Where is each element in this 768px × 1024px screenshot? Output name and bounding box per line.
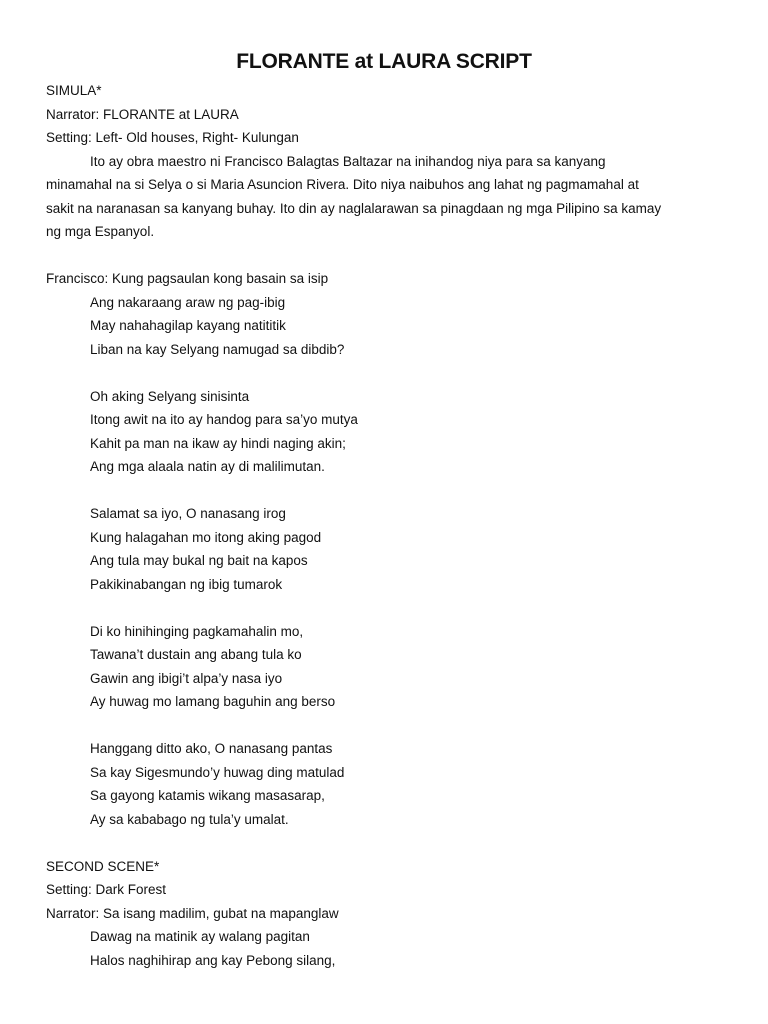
intro-paragraph-line: ng mga Espanyol. [46,224,155,239]
intro-paragraph-line: sakit na naranasan sa kanyang buhay. Ito din ay naglalarawan sa pinagdaan ng mga Pilipino sa kamay [46,200,662,216]
narrator-line: Narrator: Sa isang madilim, gubat na mapanglaw [46,905,339,921]
intro-paragraph-line: Ito ay obra maestro ni Francisco Balagtas Baltazar na inihandog niya para sa kanyang [90,153,606,169]
document-title: FLORANTE at LAURA SCRIPT [236,50,532,73]
verse-line: Sa kay Sigesmundo’y huwag ding matulad [90,764,345,780]
verse-line: Oh aking Selyang sinisinta [90,388,250,404]
verse-line: Sa gayong katamis wikang masasarap, [90,788,325,803]
section-heading-simula: SIMULA* [46,83,102,98]
verse-line: Pakikinabangan ng ibig tumarok [90,576,283,592]
verse-line: Ang nakaraang araw ng pag-ibig [90,294,286,310]
script-body [46,79,746,972]
section-heading-second-scene: SECOND SCENE* [46,858,160,874]
spacer [46,479,746,503]
verse-line: Halos naghihirap ang kay Pebong silang, [90,952,336,968]
verse-line: Kung halagahan mo itong aking pagod [90,529,322,545]
verse-line: Ang tula may bukal ng bait na kapos [90,553,308,568]
verse-line: Salamat sa iyo, O nanasang irog [90,506,286,521]
spacer [46,714,746,738]
verse-line: Ang mga alaala natin ay di malilimutan. [90,459,325,474]
setting-line: Setting: Dark Forest [46,882,167,897]
verse-line: Tawana’t dustain ang abang tula ko [90,647,302,662]
dialogue-first-line: Francisco: Kung pagsaulan kong basain sa isip [46,271,329,286]
intro-paragraph-line: minamahal na si Selya o si Maria Asuncion Rivera. Dito niya naibuhos ang lahat ng pagmamahal at [46,177,639,192]
verse-line: Hanggang ditto ako, O nanasang pantas [90,741,333,756]
verse-line: Gawin ang ibigi’t alpa’y nasa iyo [90,670,283,686]
verse-line: Itong awit na ito ay handog para sa’yo mutya [90,412,358,427]
verse-line: May nahahagilap kayang natititik [90,318,286,333]
verse-line: Liban na kay Selyang namugad sa dibdib? [90,341,345,357]
spacer [46,831,746,855]
verse-line: Ay sa kababago ng tula’y umalat. [90,811,289,827]
spacer [46,361,746,385]
verse-line: Kahit pa man na ikaw ay hindi naging akin; [90,435,346,451]
narrator-line: Narrator: FLORANTE at LAURA [46,106,239,122]
setting-line: Setting: Left- Old houses, Right- Kulungan [46,130,299,145]
verse-line: Ay huwag mo lamang baguhin ang berso [90,694,336,709]
spacer [46,244,746,268]
spacer [46,596,746,620]
verse-line: Dawag na matinik ay walang pagitan [90,929,310,944]
verse-line: Di ko hinihinging pagkamahalin mo, [90,623,304,639]
